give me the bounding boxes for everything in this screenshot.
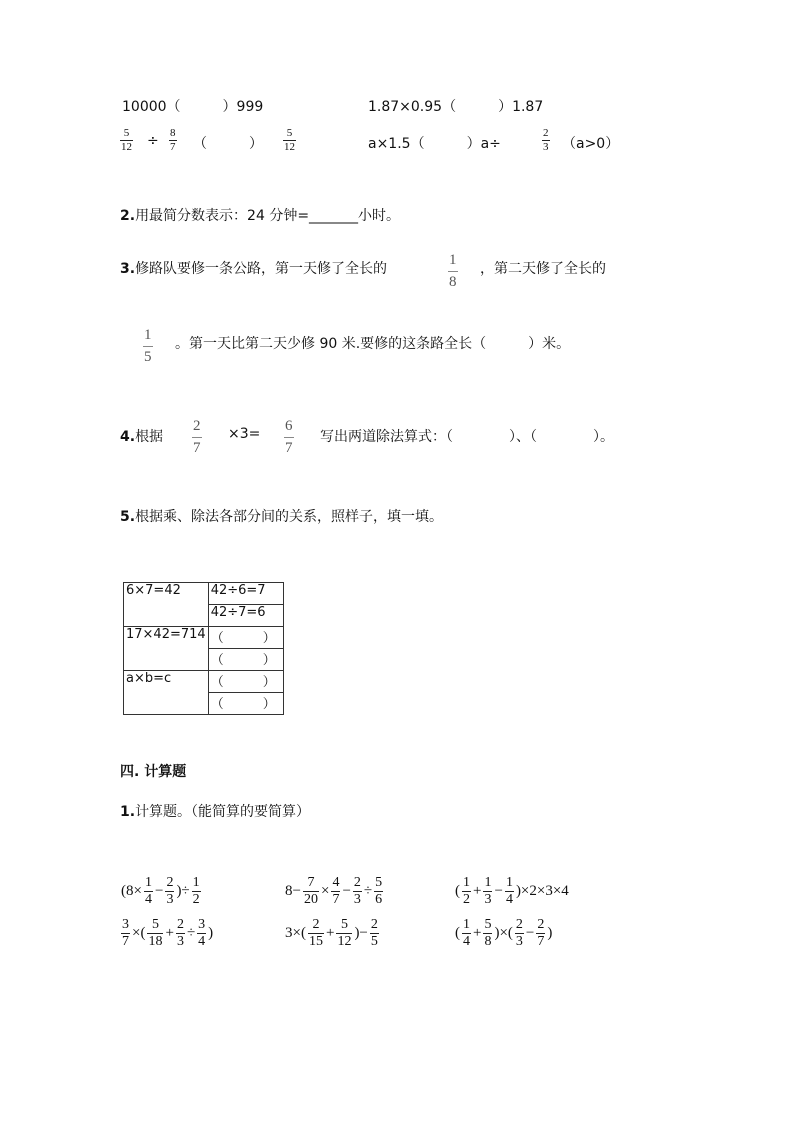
fraction-5-12-b: 5 12 bbox=[284, 127, 295, 153]
table-row bbox=[124, 583, 284, 605]
condition: （a>0） bbox=[562, 136, 620, 152]
table-cell: 6×7=42 bbox=[124, 583, 209, 627]
table-cell: 42÷6=7 bbox=[208, 583, 283, 605]
section-title: 四. 计算题 bbox=[120, 764, 187, 780]
fraction-6-7: 6 7 bbox=[285, 418, 293, 456]
expression-4: $\frac{3}{7}$ ×( $\frac{5}{18}$ + $\frac{2}{3}$ ÷ $\frac{3}{4}$ ) bbox=[122, 917, 214, 949]
question-5: 5.根据乘、除法各部分间的关系，照样子，填一填。 bbox=[120, 509, 444, 525]
fraction-1-8: 1 8 bbox=[449, 252, 457, 290]
compare-2: 1.87×0.95（ ）1.87 bbox=[368, 99, 544, 115]
times-three: ×3= bbox=[228, 426, 261, 442]
answer-blank[interactable]: （ ） bbox=[208, 693, 283, 715]
question-3-line2: 。第一天比第二天少修 90 米.要修的这条路全长（ ）米。 bbox=[175, 336, 571, 352]
expression-5: 3×( $\frac{2}{15}$ + $\frac{5}{12}$ )− $\frac{2}{5}$ bbox=[285, 917, 378, 949]
compare-1: 10000（ ）999 bbox=[122, 99, 264, 115]
compare-blank[interactable]: （ ） bbox=[193, 136, 263, 152]
expression-6: ( $\frac{1}{4}$ + $\frac{5}{8}$ )×( $\frac{2}{3}$ − $\frac{2}{7}$ ) bbox=[455, 917, 553, 949]
answer-blank[interactable]: （ ） bbox=[208, 627, 283, 649]
question-4-lead: 4.根据 bbox=[120, 429, 164, 445]
question-3-line1b: ，第二天修了全长的 bbox=[480, 261, 606, 277]
answer-blank[interactable]: （ ） bbox=[208, 649, 283, 671]
expression-1: (8× $\frac{1}{4}$ − $\frac{2}{3}$ )÷ $\frac{1}{2}$ bbox=[121, 875, 200, 907]
fraction-2-7: 2 7 bbox=[193, 418, 201, 456]
expression-2: 8− $\frac{7}{20}$ × $\frac{4}{7}$ − $\frac{2}{3}$ ÷ $\frac{5}{6}$ bbox=[285, 875, 383, 907]
table-cell: 42÷7=6 bbox=[208, 605, 283, 627]
table-row bbox=[124, 671, 284, 693]
fraction-2-3: 2 3 bbox=[543, 127, 549, 153]
calc-question-1: 1.计算题。（能简算的要简算） bbox=[120, 804, 311, 820]
compare-3: a×1.5（ ）a÷ bbox=[368, 136, 501, 152]
question-3-line1: 3.修路队要修一条公路，第一天修了全长的 bbox=[120, 261, 388, 277]
question-2: 2.用最简分数表示：24 分钟=_______小时。 bbox=[120, 208, 401, 224]
table-cell: 17×42=714 bbox=[124, 627, 209, 671]
fraction-5-12: 5 12 bbox=[121, 127, 132, 153]
table-cell: a×b=c bbox=[124, 671, 209, 715]
fraction-1-5: 1 5 bbox=[144, 327, 152, 365]
expression-3: ( $\frac{1}{2}$ + $\frac{1}{3}$ − $\frac{1}{4}$ )×2×3×4 bbox=[455, 875, 569, 907]
answer-blank[interactable]: （ ） bbox=[208, 671, 283, 693]
divide-sign: ÷ bbox=[147, 133, 159, 149]
relation-table bbox=[123, 582, 284, 715]
table-row bbox=[124, 627, 284, 649]
question-4-tail: 写出两道除法算式：（ ）、（ ）。 bbox=[320, 429, 614, 445]
fraction-8-7: 8 7 bbox=[170, 127, 176, 153]
